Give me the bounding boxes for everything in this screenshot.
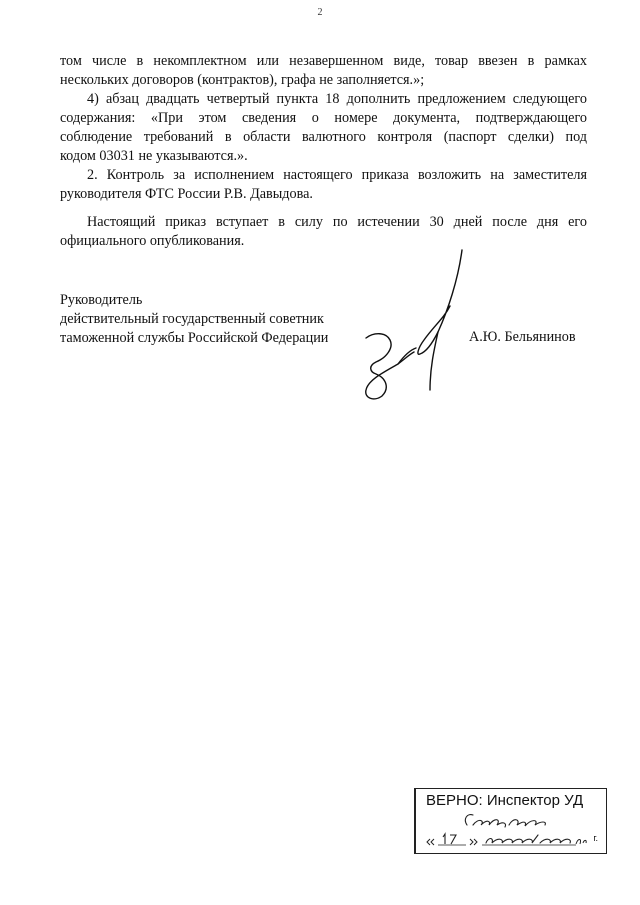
text-line: соблюдение требований в области валютного контроля (паспорт сделки) под	[60, 129, 587, 145]
page-number: 2	[317, 7, 323, 18]
continuation-paragraph	[60, 52, 587, 90]
signatory-name: А.Ю. Бельянинов	[469, 329, 576, 345]
text-line: том числе в некомплектном или незавершенном виде, товар ввезен в рамках	[60, 53, 587, 69]
text-line: официального опубликования.	[60, 233, 245, 249]
text-line: 2. Контроль за исполнением настоящего приказа возложить на заместителя	[87, 167, 587, 183]
text-line: содержания: «При этом сведения о номере документа, подтверждающего	[60, 110, 587, 126]
text-line: 4) абзац двадцать четвертый пункта 18 дополнить предложением следующего	[87, 91, 587, 107]
position-line: Руководитель	[60, 292, 143, 308]
stamp-date	[426, 831, 602, 849]
handwritten-signature	[340, 240, 470, 405]
stamp-year-unit: г.	[593, 833, 598, 843]
text-line: кодом 03031 не указываются.».	[60, 148, 248, 164]
stamp-title: ВЕРНО: Инспектор УД	[426, 792, 584, 809]
text-line: нескольких договоров (контрактов), графа не заполняется.»;	[60, 72, 425, 88]
handwritten-surname	[461, 811, 551, 831]
item-4-paragraph	[60, 90, 587, 166]
text-line: руководителя ФТС России Р.В. Давыдова.	[60, 186, 313, 202]
signatory-position	[60, 291, 328, 348]
certification-stamp	[414, 788, 607, 854]
text-line: Настоящий приказ вступает в силу по истечении 30 дней после дня его	[87, 214, 587, 230]
item-2-paragraph	[60, 166, 587, 204]
handwritten-date	[426, 831, 602, 849]
effective-date-paragraph	[60, 213, 587, 251]
position-line: действительный государственный советник	[60, 311, 324, 327]
position-line: таможенной службы Российской Федерации	[60, 330, 329, 346]
